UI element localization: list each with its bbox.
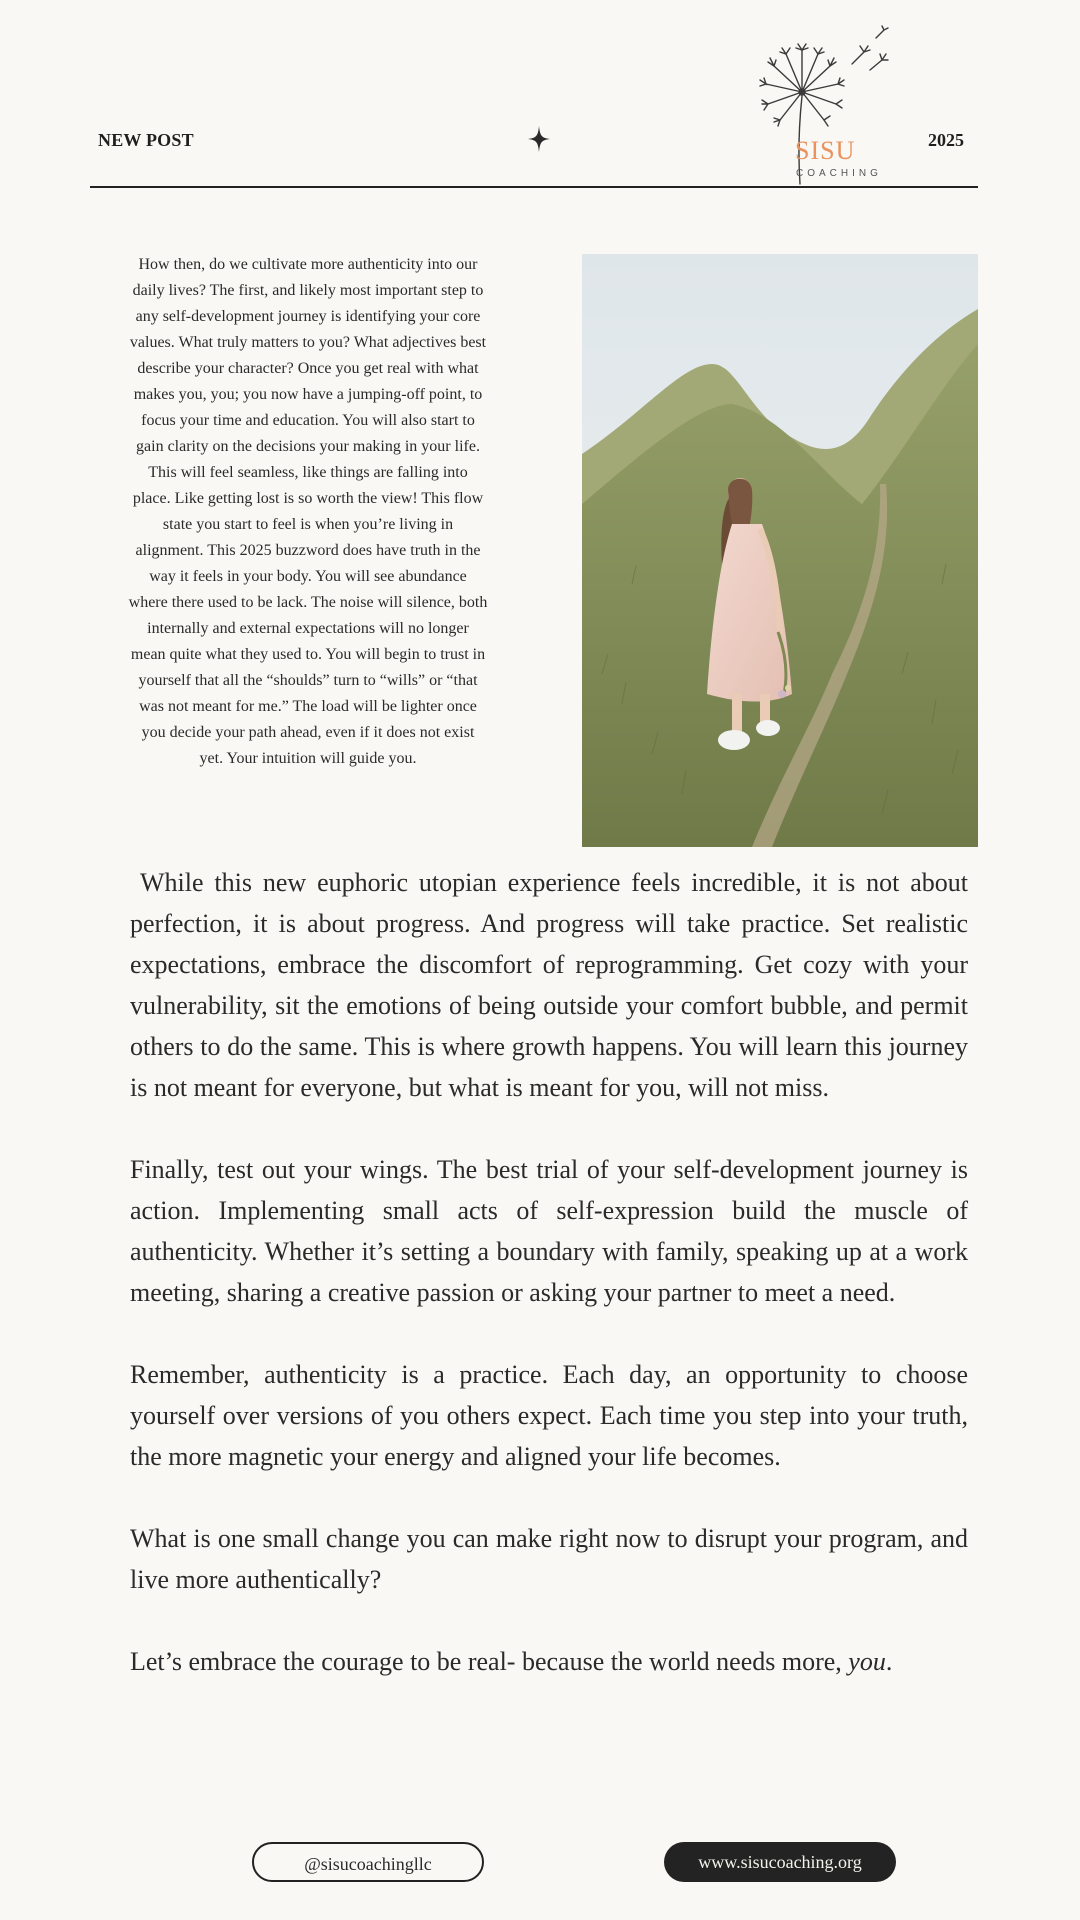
social-handle-button[interactable]: @sisucoachingllc — [252, 1842, 484, 1882]
four-point-star-icon — [528, 126, 550, 152]
body-paragraph-3: Remember, authenticity is a practice. Each day, an opportunity to choose yourself over versions of you others expect. Each time you step into your truth, the more magnetic your energy and aligned your life becomes. — [130, 1360, 968, 1471]
intro-paragraph: How then, do we cultivate more authenticity into our daily lives? The first, and likely most important step to any self-development journey is identifying your core values. What truly matters to you? What adjectives best describe your character? Once you get real with what makes you, you; you now have a jumping-off point, to focus your time and education. You will also start to gain clarity on the decisions your making in your life. This will feel seamless, like things are falling into place. Like getting lost is so worth the view! This flow state you start to feel is when you’re living in alignment. This 2025 buzzword does have truth in the way it feels in your body. You will see abundance where there used to be lack. The noise will silence, both internally and external expectations will no longer mean quite what they used to. You will begin to trust in yourself that all the “shoulds” turn to “wills” or “that was not meant for me.” The load will be lighter once you decide your path ahead, even if it does not exist yet. Your intuition will guide you. — [128, 256, 488, 767]
body-paragraph-4: What is one small change you can make right now to disrupt your program, and live more authentically? — [130, 1524, 968, 1594]
body-paragraph-5 — [130, 1641, 968, 1682]
logo-subtitle: COACHING — [796, 168, 882, 179]
woman-walking-hill-photo — [582, 254, 978, 847]
body-paragraph-1: While this new euphoric utopian experience feels incredible, it is not about perfection, it is about progress. And progress will take practice. Set realistic expectations, embrace the discomfort of reprogramming. Get cozy with your vulnerability, sit the emotions of being outside your comfort bubble, and permit others to do the same. This is where growth happens. You will learn this journey is not meant for everyone, but what is meant for you, will not miss. — [130, 868, 968, 1102]
header-divider — [90, 186, 978, 188]
new-post-label: NEW POST — [98, 130, 194, 150]
closing-line: Let’s embrace the courage to be real- because the world needs more, — [130, 1647, 842, 1676]
year-label: 2025 — [928, 130, 964, 150]
closing-emphasis: you — [848, 1647, 886, 1676]
body-paragraph-2: Finally, test out your wings. The best trial of your self-development journey is action. Implementing small acts of self-expression build the muscle of authenticity. Whether it’s setting a boundary with family, speaking up at a work meeting, sharing a creative passion or asking your partner to meet a need. — [130, 1155, 968, 1307]
article-body — [130, 862, 968, 1682]
website-button[interactable]: www.sisucoaching.org — [664, 1842, 896, 1882]
closing-period: . — [885, 1647, 893, 1676]
logo-name: SISU — [795, 136, 856, 165]
